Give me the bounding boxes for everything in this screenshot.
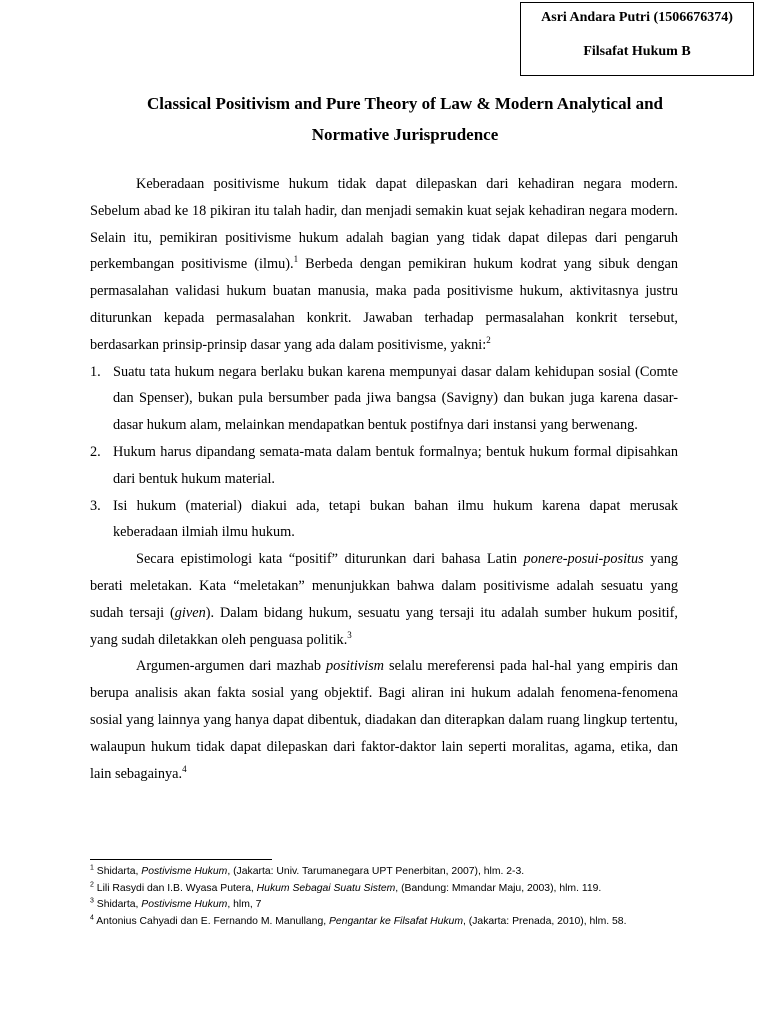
paragraph-intro-text-1: Keberadaan positivisme hukum tidak dapat dilepaskan dari kehadiran negara modern. Sebelum abad ke 18 pikiran itu talah hadir, dan menjadi semakin kuat sejak kehadiran negara modern. Selain itu, pemikiran positivisme hukum adalah bagian yang tidak dapat dilepas dari pengaruh perkembangan positivisme (ilmu). [90,176,678,273]
paragraph-epistemology-text-3: ). Dalam bidang hukum, sesuatu yang tersaji itu adalah sumber hukum positif, yang sudah diletakkan oleh penguasa politik. [90,604,678,648]
paragraph-arguments [90,653,678,787]
footnote-ref-1: 1 [293,254,299,265]
footnote-title: Pengantar ke Filsafat Hukum [329,915,463,927]
footnotes [90,864,690,930]
document-title-line-2: Normative Jurisprudence [311,125,499,144]
footnote-text: , (Bandung: Mmandar Maju, 2003), hlm. 119. [395,882,602,894]
footnote-text: , hlm, 7 [227,899,262,910]
course-name: Filsafat Hukum B [583,44,691,59]
paragraph-arguments-text-2: selalu mereferensi pada hal-hal yang empiris dan berupa analisis akan fakta sosial yang objektif. Bagi aliran ini hukum adalah fenomena-fenomena sosial yang lainnya yang hanya dapat dibentuk, diadakan dan diterapkan dalam ruang lingkup tertentu, walaupun hukum tidak dapat dilepaskan dari faktor-daktor lain seperti moralitas, agama, etika, dan lain sebagainya. [90,658,678,782]
footnote-text: , (Jakarta: Univ. Tarumanegara UPT Penerbitan, 2007), hlm. 2-3. [227,866,525,877]
footnote-separator [90,859,272,860]
paragraph-arguments-text-1: Argumen-argumen dari mazhab [136,658,327,675]
footnote-text: Lili Rasydi dan I.B. Wyasa Putera, [93,882,257,894]
list-item-number: 3. [90,497,101,514]
footnote-text: Shidarta, [93,899,142,910]
list-item [90,493,678,547]
paragraph-intro-text-2: Berbeda dengan pemikiran hukum kodrat yang sibuk dengan permasalahan validasi hukum buatan manusia, maka pada positivisme hukum, aktivitasnya justru diturunkan kepada permasalahan konkrit. Jawaban terhadap permasalahan konkrit tersebut, berdasarkan prinsip-prinsip dasar yang ada dalam positivisme, yakni: [90,256,678,353]
footnote [90,897,690,914]
list-item-number: 1. [90,363,101,380]
footnote-text: Shidarta, [93,866,142,877]
list-item [90,439,678,493]
footnote-ref-3: 3 [347,629,352,640]
principles-list [90,359,678,547]
list-item-text: Isi hukum (material) diakui ada, tetapi bukan bahan ilmu hukum karena dapat merusak keberadaan ilmiah ilmu hukum. [113,497,678,541]
footnote [90,881,690,898]
footnote-mark: 4 [90,914,94,922]
footnote-ref-2: 2 [486,335,491,346]
latin-term: ponere-posui-positus [523,551,644,568]
footnote-text: , (Jakarta: Prenada, 2010), hlm. 58. [463,915,627,927]
author-name: Asri Andara Putri (1506676374) [541,10,733,25]
list-item-text: Suatu tata hukum negara berlaku bukan karena mempunyai dasar dalam kehidupan sosial (Comte dan Spenser), bukan pula bersumber pada jiwa bangsa (Savigny) dan bukan juga karena dasar-dasar hukum alam, melainkan mendapatkan bentuk postifnya dari instansi yang berwenang. [113,363,678,434]
paragraph-epistemology [90,546,678,653]
document-title-line-1: Classical Positivism and Pure Theory of Law & Modern Analytical and [146,94,663,113]
footnote-title: Hukum Sebagai Suatu Sistem [256,882,396,894]
footnote-text: Antonius Cahyadi dan E. Fernando M. Manullang, [93,915,329,927]
footnote-title: Postivisme Hukum [141,899,228,910]
paragraph-intro [90,171,678,359]
footnote-ref-4: 4 [182,763,187,774]
list-item-number: 2. [90,443,101,460]
document-body [90,171,678,787]
positivism-term: positivism [326,658,384,675]
footnote-title: Postivisme Hukum [141,866,228,877]
paragraph-epistemology-text-2: yang berati meletakan. Kata “meletakan” menunjukkan bahwa dalam positivisme adalah sesuatu yang sudah tersaji ( [90,551,679,621]
footnote [90,864,690,881]
list-item-text: Hukum harus dipandang semata-mata dalam bentuk formalnya; bentuk hukum formal dipisahkan dari bentuk hukum material. [113,443,678,487]
footnote-mark: 2 [90,881,94,889]
author-box [520,2,754,76]
footnote [90,914,690,931]
given-term: given [174,604,206,621]
footnote-mark: 3 [90,897,94,905]
footnote-mark: 1 [90,864,94,872]
paragraph-epistemology-text-1: Secara epistimologi kata “positif” diturunkan dari bahasa Latin [136,551,524,568]
list-item [90,359,678,439]
